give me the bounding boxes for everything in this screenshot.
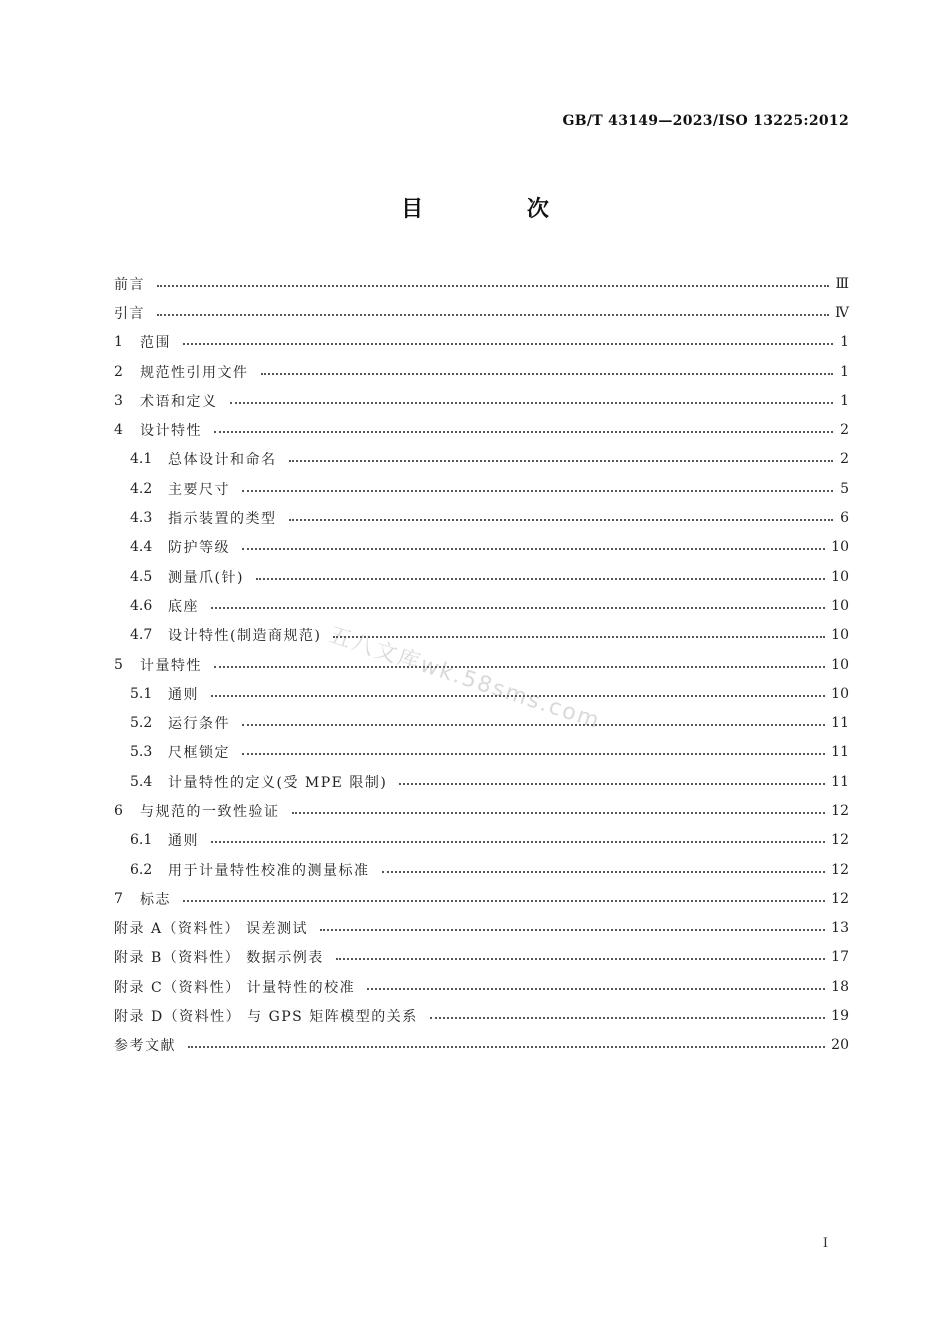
dot-leader bbox=[430, 1017, 825, 1019]
toc-entry[interactable] bbox=[114, 298, 849, 327]
toc-entry-label: 附录 B（资料性） 数据示例表 bbox=[114, 950, 324, 967]
toc-entry-number: 6.1 bbox=[130, 832, 153, 849]
dot-leader bbox=[242, 724, 825, 726]
toc-entry[interactable] bbox=[114, 943, 849, 972]
toc-entry-label: 通则 bbox=[168, 686, 199, 703]
dot-leader bbox=[333, 636, 825, 638]
toc-entry-label: 测量爪(针) bbox=[168, 569, 244, 586]
standard-number: GB/T 43149—2023/ISO 13225:2012 bbox=[562, 113, 849, 129]
watermark: 五八文库wk.58sms.com bbox=[325, 622, 604, 735]
toc-entry-number: 4.3 bbox=[130, 510, 153, 527]
dot-leader bbox=[230, 402, 834, 404]
toc-entry[interactable] bbox=[114, 884, 849, 913]
dot-leader bbox=[289, 519, 834, 521]
toc-entry-label: 运行条件 bbox=[168, 716, 230, 733]
toc-entry-label: 底座 bbox=[168, 598, 199, 615]
toc-entry-page: 10 bbox=[831, 685, 849, 702]
toc-entry-page: 2 bbox=[840, 451, 849, 468]
dot-leader bbox=[242, 753, 825, 755]
table-of-contents bbox=[114, 269, 849, 1060]
toc-entry[interactable] bbox=[114, 357, 849, 386]
dot-leader bbox=[261, 373, 834, 375]
toc-entry-page: 10 bbox=[831, 539, 849, 556]
dot-leader bbox=[183, 343, 833, 345]
toc-entry-label: 用于计量特性校准的测量标准 bbox=[168, 862, 370, 879]
toc-entry[interactable] bbox=[114, 533, 849, 562]
toc-entry-number: 4.4 bbox=[130, 539, 153, 556]
dot-leader bbox=[214, 431, 833, 433]
toc-entry-label: 附录 D（资料性） 与 GPS 矩阵模型的关系 bbox=[114, 1009, 418, 1026]
toc-entry-page: 13 bbox=[831, 920, 849, 937]
dot-leader bbox=[211, 607, 825, 609]
toc-entry-label: 指示装置的类型 bbox=[168, 511, 277, 528]
toc-entry-page: Ⅲ bbox=[835, 275, 849, 292]
toc-entry[interactable] bbox=[114, 445, 849, 474]
toc-entry-page: Ⅳ bbox=[835, 304, 849, 321]
toc-entry[interactable] bbox=[114, 708, 849, 737]
toc-entry-number: 5.4 bbox=[130, 773, 153, 790]
toc-entry-number: 4.7 bbox=[130, 627, 153, 644]
toc-entry-number: 6.2 bbox=[130, 861, 153, 878]
toc-entry[interactable] bbox=[114, 328, 849, 357]
toc-entry-label: 设计特性 bbox=[140, 423, 202, 440]
toc-entry[interactable] bbox=[114, 767, 849, 796]
toc-entry-number: 4.5 bbox=[130, 568, 153, 585]
toc-entry[interactable] bbox=[114, 738, 849, 767]
toc-entry-page: 11 bbox=[831, 715, 849, 732]
toc-entry-page: 11 bbox=[831, 773, 849, 790]
dot-leader bbox=[211, 841, 825, 843]
toc-entry-label: 附录 A（资料性） 误差测试 bbox=[114, 921, 309, 938]
toc-entry-page: 1 bbox=[840, 334, 849, 351]
toc-entry-number: 4.6 bbox=[130, 597, 153, 614]
toc-entry-page: 12 bbox=[831, 890, 849, 907]
toc-entry-label: 通则 bbox=[168, 833, 199, 850]
toc-entry-page: 2 bbox=[840, 422, 849, 439]
toc-entry-number: 5.1 bbox=[130, 685, 153, 702]
toc-entry-number: 5.2 bbox=[130, 715, 153, 732]
toc-entry-page: 10 bbox=[831, 627, 849, 644]
toc-entry-page: 1 bbox=[840, 363, 849, 380]
toc-entry-page: 10 bbox=[831, 656, 849, 673]
toc-entry-page: 20 bbox=[831, 1037, 849, 1054]
toc-entry-number: 3 bbox=[114, 392, 123, 409]
toc-entry-number: 7 bbox=[114, 890, 123, 907]
dot-leader bbox=[336, 958, 825, 960]
dot-leader bbox=[183, 900, 825, 902]
toc-entry[interactable] bbox=[114, 1001, 849, 1030]
toc-entry[interactable] bbox=[114, 269, 849, 298]
toc-entry-page: 17 bbox=[831, 949, 849, 966]
footer-page-number: I bbox=[822, 1236, 828, 1251]
dot-leader bbox=[157, 285, 829, 287]
toc-entry-number: 4 bbox=[114, 422, 123, 439]
toc-entry-number: 6 bbox=[114, 802, 123, 819]
dot-leader bbox=[399, 783, 825, 785]
toc-entry-page: 11 bbox=[831, 744, 849, 761]
toc-entry-page: 12 bbox=[831, 832, 849, 849]
toc-entry-label: 附录 C（资料性） 计量特性的校准 bbox=[114, 979, 356, 996]
toc-entry[interactable] bbox=[114, 621, 849, 650]
toc-entry-label: 范围 bbox=[140, 335, 171, 352]
toc-entry[interactable] bbox=[114, 826, 849, 855]
toc-entry-page: 6 bbox=[840, 510, 849, 527]
toc-entry-label: 规范性引用文件 bbox=[140, 364, 249, 381]
toc-entry-label: 尺框锁定 bbox=[168, 745, 230, 762]
page-title: 目 次 bbox=[401, 196, 597, 222]
dot-leader bbox=[289, 460, 834, 462]
toc-entry-page: 12 bbox=[831, 861, 849, 878]
toc-entry-page: 5 bbox=[840, 480, 849, 497]
toc-entry-label: 防护等级 bbox=[168, 540, 230, 557]
toc-entry-label: 参考文献 bbox=[114, 1038, 176, 1055]
toc-entry-page: 1 bbox=[840, 392, 849, 409]
toc-entry[interactable] bbox=[114, 474, 849, 503]
toc-entry-label: 主要尺寸 bbox=[168, 481, 230, 498]
toc-entry-label: 计量特性的定义(受 MPE 限制) bbox=[168, 774, 388, 791]
dot-leader bbox=[214, 666, 825, 668]
toc-entry-number: 4.1 bbox=[130, 451, 153, 468]
toc-entry-label: 设计特性(制造商规范) bbox=[168, 628, 322, 645]
toc-entry[interactable] bbox=[114, 415, 849, 444]
dot-leader bbox=[242, 548, 825, 550]
dot-leader bbox=[320, 929, 825, 931]
toc-entry-page: 19 bbox=[831, 1008, 849, 1025]
toc-entry-label: 标志 bbox=[140, 891, 171, 908]
toc-entry-number: 1 bbox=[114, 334, 123, 351]
toc-entry-number: 2 bbox=[114, 363, 123, 380]
toc-entry-number: 5 bbox=[114, 656, 123, 673]
toc-entry-label: 前言 bbox=[114, 276, 145, 293]
toc-entry[interactable] bbox=[114, 386, 849, 415]
dot-leader bbox=[242, 490, 833, 492]
toc-entry-page: 12 bbox=[831, 802, 849, 819]
toc-entry-label: 计量特性 bbox=[140, 657, 202, 674]
dot-leader bbox=[256, 578, 825, 580]
toc-entry[interactable] bbox=[114, 855, 849, 884]
toc-entry-page: 10 bbox=[831, 568, 849, 585]
toc-entry-page: 18 bbox=[831, 978, 849, 995]
dot-leader bbox=[382, 871, 826, 873]
toc-entry-number: 5.3 bbox=[130, 744, 153, 761]
toc-entry-label: 与规范的一致性验证 bbox=[140, 803, 280, 820]
dot-leader bbox=[157, 314, 829, 316]
toc-entry[interactable] bbox=[114, 503, 849, 532]
dot-leader bbox=[292, 812, 826, 814]
toc-entry-number: 4.2 bbox=[130, 480, 153, 497]
toc-entry-label: 总体设计和命名 bbox=[168, 452, 277, 469]
toc-entry[interactable] bbox=[114, 1031, 849, 1060]
toc-entry[interactable] bbox=[114, 562, 849, 591]
dot-leader bbox=[367, 988, 825, 990]
standard-number-header bbox=[562, 113, 849, 129]
toc-entry[interactable] bbox=[114, 914, 849, 943]
dot-leader bbox=[188, 1046, 825, 1048]
toc-entry[interactable] bbox=[114, 591, 849, 620]
toc-entry[interactable] bbox=[114, 796, 849, 825]
toc-entry[interactable] bbox=[114, 972, 849, 1001]
toc-entry-label: 引言 bbox=[114, 305, 145, 322]
toc-entry-page: 10 bbox=[831, 597, 849, 614]
toc-entry-label: 术语和定义 bbox=[140, 393, 218, 410]
